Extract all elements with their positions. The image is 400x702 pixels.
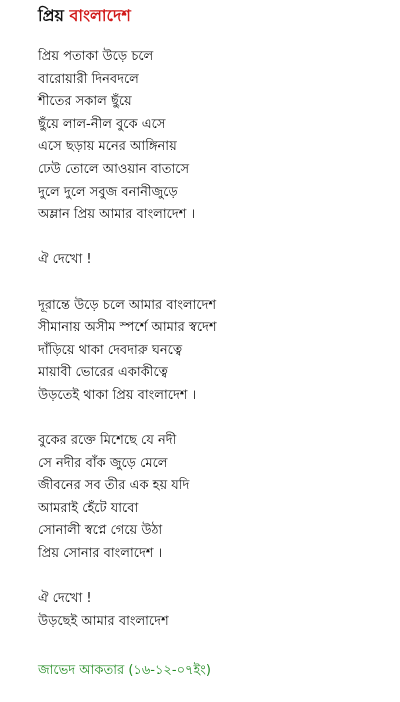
poem-line: অম্লান প্রিয় আমার বাংলাদেশ । (38, 207, 196, 223)
poem-line: প্রিয় পতাকা উড়ে চলে (38, 49, 154, 64)
poem-line: মায়াবী ভোরের একাকীত্বে (38, 365, 168, 381)
poem-title-part1: প্রিয় (38, 6, 70, 25)
poem-line: দুলে দুলে সবুজ বনানীজুড়ে (38, 184, 178, 200)
poem-line: সে নদীর বাঁক জুড়ে মেলে (38, 455, 168, 471)
stanza-gap (38, 227, 217, 250)
poem-body (38, 46, 217, 683)
poem-line: দাঁড়িয়ে থাকা দেবদারু ঘনত্বে (38, 342, 183, 358)
poem-line: আমরাই হেঁটে যাবো (38, 500, 139, 516)
stanza-gap (38, 408, 217, 431)
stanza-1 (38, 46, 217, 227)
poem-line: ছুঁয়ে লাল-নীল বুকে এসে (38, 116, 166, 132)
poem-line: বুকের রক্তে মিশেছে যে নদী (38, 433, 177, 449)
author-signature: জাভেদ আকতার (১৬-১২-০৭ইং) (38, 663, 211, 679)
poem-line: শীতের সকাল ছুঁয়ে (38, 94, 132, 110)
poem-line: সীমানায় অসীম স্পর্শে আমার স্বদেশ (38, 320, 217, 336)
poem-title-part2: বাংলাদেশ (69, 6, 131, 25)
stanza-3 (38, 430, 217, 566)
stanza-gap (38, 566, 217, 589)
refrain-line: ঐ দেখো ! (38, 252, 92, 268)
poem-line: বারোয়ারী দিনবদলে (38, 71, 139, 87)
poem-line: উড়ছেই আমার বাংলাদেশ (38, 613, 169, 629)
poem-line: সোনালী স্বপ্নে গেয়ে উঠা (38, 523, 163, 539)
poem-line: দূরান্তে উড়ে চলে আমার বাংলাদেশ (38, 297, 217, 313)
poem-line: প্রিয় সোনার বাংলাদেশ । (38, 546, 163, 562)
poem-line: ঢেউ তোলে আওয়ান বাতাসে (38, 161, 190, 177)
stanza-gap (38, 272, 217, 295)
poem-line: জীবনের সব তীর এক হয় যদি (38, 478, 190, 494)
ending (38, 588, 217, 633)
poem-title (38, 4, 131, 28)
stanza-2 (38, 295, 217, 408)
stanza-gap (38, 633, 217, 656)
poem-line: উড়তেই থাকা প্রিয় বাংলাদেশ । (38, 387, 197, 403)
poem-line: এসে ছড়ায় মনের আঙ্গিনায় (38, 139, 177, 155)
poem-line: ঐ দেখো ! (38, 591, 92, 607)
